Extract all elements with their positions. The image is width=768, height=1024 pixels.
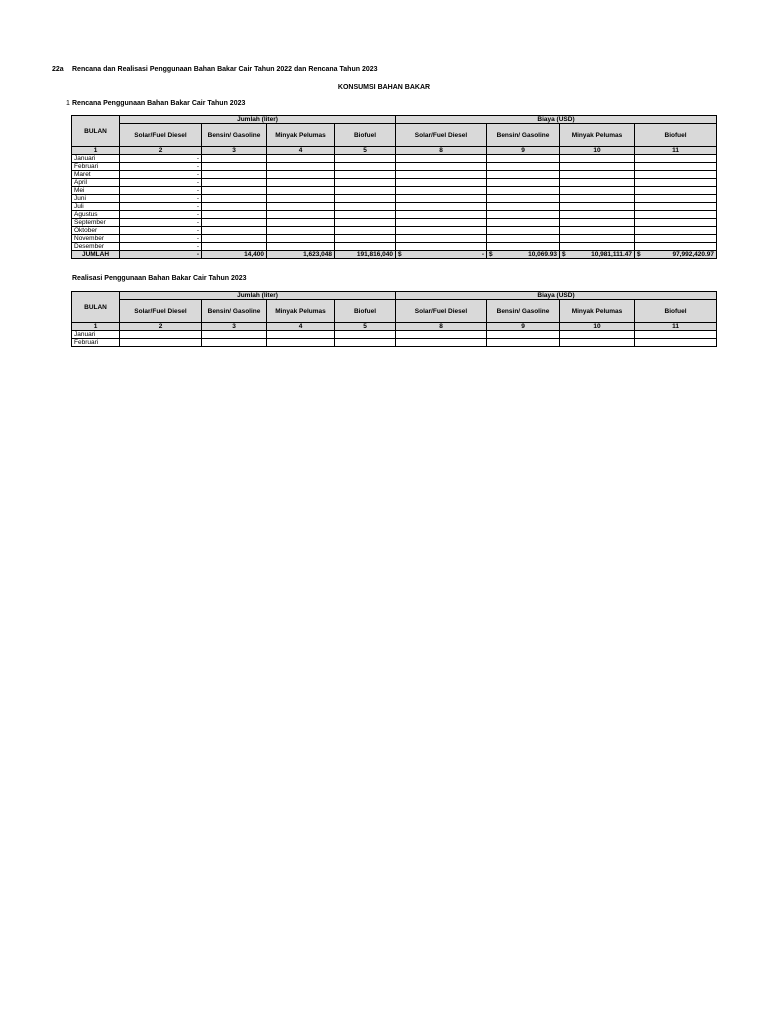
value-cell [267,195,335,203]
col-number: 10 [560,323,635,331]
value-cell [267,339,335,347]
jumlah-group-header: Jumlah (liter) [120,292,396,300]
value-cell [396,171,487,179]
total-cost-bensin [487,251,560,259]
value-cell [560,243,635,251]
value-cell [335,331,396,339]
col-header: Minyak Pelumas [267,300,335,323]
value-cell [560,155,635,163]
value-cell [335,171,396,179]
col-header: Solar/Fuel Diesel [120,300,202,323]
currency-symbol: $ [637,251,641,258]
value-cell [560,227,635,235]
plan-section-title: Rencana Penggunaan Bahan Bakar Cair Tahun 2023 [72,100,246,107]
value-cell [267,163,335,171]
value-cell [202,187,267,195]
value-cell [335,195,396,203]
value-cell [635,219,717,227]
biaya-group-header: Biaya (USD) [396,116,717,124]
document-title: Rencana dan Realisasi Penggunaan Bahan Bakar Cair Tahun 2022 dan Rencana Tahun 2023 [72,66,378,73]
total-bensin: 14,400 [202,251,267,259]
col-header: Bensin/ Gasoline [487,124,560,147]
value-cell [335,235,396,243]
total-cost-biofuel [635,251,717,259]
col-header: Minyak Pelumas [267,124,335,147]
value-cell [396,195,487,203]
value-cell [487,179,560,187]
value-cell [335,219,396,227]
value-cell [202,195,267,203]
total-pelumas: 1,623,048 [267,251,335,259]
total-biofuel: 191,816,040 [335,251,396,259]
col-header: Minyak Pelumas [560,300,635,323]
value-cell [335,187,396,195]
col-number: 8 [396,147,487,155]
value-cell [560,163,635,171]
value-cell [487,171,560,179]
col-number: 1 [72,147,120,155]
total-solar: - [120,251,202,259]
table-row [72,211,717,219]
table-row [72,339,717,347]
value-cell [635,163,717,171]
value-cell [560,187,635,195]
solar-cell: - [120,155,202,163]
col-header: Minyak Pelumas [560,124,635,147]
col-number: 9 [487,323,560,331]
solar-cell [120,339,202,347]
total-row [72,251,717,259]
value-cell [487,187,560,195]
solar-cell: - [120,219,202,227]
value-cell [396,211,487,219]
value-cell [202,155,267,163]
solar-cell [120,331,202,339]
value-cell [560,331,635,339]
value-cell [335,211,396,219]
value-cell [635,203,717,211]
value-cell [396,219,487,227]
value-cell [267,155,335,163]
month-cell: Desember [72,243,120,251]
value-cell [635,339,717,347]
value-cell [635,179,717,187]
solar-cell: - [120,163,202,171]
value-cell [267,331,335,339]
col-header: Solar/Fuel Diesel [396,124,487,147]
value-cell [560,171,635,179]
table-row [72,155,717,163]
value-cell [487,235,560,243]
value-cell [202,331,267,339]
table-row [72,235,717,243]
value-cell [202,203,267,211]
col-header: Solar/Fuel Diesel [120,124,202,147]
col-number: 3 [202,323,267,331]
col-header: Bensin/ Gasoline [202,124,267,147]
jumlah-group-header: Jumlah (liter) [120,116,396,124]
value-cell [267,235,335,243]
table-row [72,195,717,203]
solar-cell: - [120,235,202,243]
value-cell [335,163,396,171]
value-cell [635,235,717,243]
total-cost-solar [396,251,487,259]
value-cell [487,211,560,219]
bulan-header: BULAN [72,116,120,147]
col-header: Biofuel [335,124,396,147]
value-cell [396,163,487,171]
value-cell [560,219,635,227]
value-cell [335,203,396,211]
table-row [72,187,717,195]
value-cell [487,195,560,203]
value-cell [487,163,560,171]
col-number: 2 [120,323,202,331]
col-number: 4 [267,147,335,155]
plan-table [71,115,717,259]
month-cell: April [72,179,120,187]
col-number: 8 [396,323,487,331]
value-cell [267,203,335,211]
month-cell: Februari [72,163,120,171]
month-cell: September [72,219,120,227]
month-cell: Mei [72,187,120,195]
col-header: Solar/Fuel Diesel [396,300,487,323]
table-row [72,203,717,211]
col-number: 1 [72,323,120,331]
month-cell: Maret [72,171,120,179]
value-cell [267,211,335,219]
value-cell [396,235,487,243]
value-cell [396,339,487,347]
solar-cell: - [120,187,202,195]
table-row [72,163,717,171]
value-cell [487,227,560,235]
month-cell: Agustus [72,211,120,219]
value-cell [635,155,717,163]
value-cell [396,203,487,211]
value-cell [396,187,487,195]
currency-symbol: $ [398,251,402,258]
value-cell [396,331,487,339]
col-number: 10 [560,147,635,155]
table-row [72,171,717,179]
value-cell [202,227,267,235]
month-cell: Juli [72,203,120,211]
col-number: 11 [635,147,717,155]
col-number: 11 [635,323,717,331]
value-cell [335,179,396,187]
solar-cell: - [120,179,202,187]
table-row [72,331,717,339]
table-row [72,179,717,187]
cost-value: 10,981,111.47 [591,251,632,258]
value-cell [335,227,396,235]
solar-cell: - [120,203,202,211]
realization-section-title: Realisasi Penggunaan Bahan Bakar Cair Tahun 2023 [72,275,247,282]
value-cell [396,243,487,251]
value-cell [487,203,560,211]
value-cell [267,187,335,195]
value-cell [267,171,335,179]
currency-symbol: $ [562,251,566,258]
month-cell: Oktober [72,227,120,235]
total-cost-pelumas [560,251,635,259]
month-cell: Februari [72,339,120,347]
value-cell [335,339,396,347]
value-cell [335,243,396,251]
col-number: 3 [202,147,267,155]
value-cell [396,155,487,163]
value-cell [635,171,717,179]
value-cell [335,155,396,163]
value-cell [202,219,267,227]
realization-table [71,291,717,347]
value-cell [202,243,267,251]
col-number: 2 [120,147,202,155]
solar-cell: - [120,227,202,235]
value-cell [267,243,335,251]
value-cell [202,179,267,187]
total-label: JUMLAH [72,251,120,259]
section-code: 22a [52,66,64,73]
col-number: 5 [335,323,396,331]
solar-cell: - [120,195,202,203]
value-cell [487,331,560,339]
value-cell [635,187,717,195]
value-cell [560,179,635,187]
cost-value: 97,992,420.97 [672,251,715,258]
cost-value: - [481,251,484,258]
biaya-group-header: Biaya (USD) [396,292,717,300]
value-cell [487,155,560,163]
col-number: 9 [487,147,560,155]
value-cell [487,243,560,251]
col-number: 5 [335,147,396,155]
month-cell: November [72,235,120,243]
col-header: Bensin/ Gasoline [202,300,267,323]
bulan-header: BULAN [72,292,120,323]
value-cell [202,163,267,171]
month-cell: Januari [72,155,120,163]
value-cell [635,243,717,251]
cost-value: 10,069.93 [528,251,557,258]
col-header: Bensin/ Gasoline [487,300,560,323]
value-cell [560,203,635,211]
value-cell [267,219,335,227]
value-cell [560,211,635,219]
month-cell: Juni [72,195,120,203]
value-cell [267,179,335,187]
value-cell [635,331,717,339]
value-cell [635,227,717,235]
value-cell [396,227,487,235]
month-cell: Januari [72,331,120,339]
value-cell [202,339,267,347]
solar-cell: - [120,243,202,251]
value-cell [635,195,717,203]
col-number: 4 [267,323,335,331]
section-number: 1 [66,100,70,107]
value-cell [487,339,560,347]
page-heading: KONSUMSI BAHAN BAKAR [337,84,431,91]
col-header: Biofuel [335,300,396,323]
col-header: Biofuel [635,300,717,323]
col-header: Biofuel [635,124,717,147]
value-cell [267,227,335,235]
value-cell [635,211,717,219]
value-cell [560,195,635,203]
value-cell [202,171,267,179]
value-cell [560,339,635,347]
value-cell [560,235,635,243]
table-row [72,219,717,227]
value-cell [202,235,267,243]
value-cell [202,211,267,219]
currency-symbol: $ [489,251,493,258]
solar-cell: - [120,171,202,179]
table-row [72,227,717,235]
table-row [72,243,717,251]
value-cell [487,219,560,227]
value-cell [396,179,487,187]
solar-cell: - [120,211,202,219]
